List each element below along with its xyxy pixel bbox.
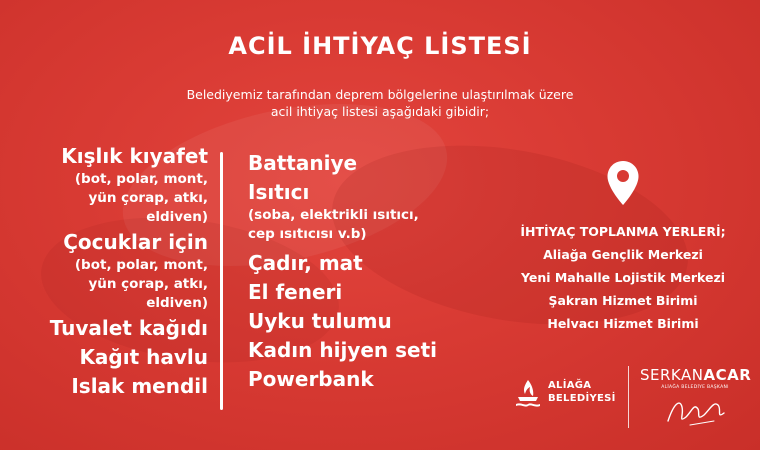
mayor-name bbox=[640, 366, 750, 384]
list-item: Kağıt havlu bbox=[79, 345, 208, 369]
item-detail: eldiven) bbox=[146, 209, 208, 225]
needs-list-left bbox=[14, 143, 208, 402]
logo-divider bbox=[628, 366, 629, 428]
collection-heading: İHTİYAÇ TOPLANMA YERLERİ; bbox=[520, 224, 726, 239]
list-item: El feneri bbox=[248, 280, 343, 304]
item-detail: (bot, polar, mont, bbox=[74, 171, 208, 187]
collection-place: Aliağa Gençlik Merkezi bbox=[543, 247, 703, 262]
mayor-last-name: ACAR bbox=[703, 366, 752, 384]
item-detail: (bot, polar, mont, bbox=[74, 257, 208, 273]
list-item bbox=[14, 229, 208, 313]
poster-title: ACİL İHTİYAÇ LİSTESİ bbox=[228, 32, 532, 60]
municipality-name bbox=[548, 379, 616, 405]
list-item: Battaniye bbox=[248, 151, 358, 175]
list-item: Powerbank bbox=[248, 367, 374, 391]
location-pin-icon bbox=[606, 160, 640, 206]
municipality-logo bbox=[515, 373, 625, 413]
aliaga-emblem-icon bbox=[515, 378, 541, 410]
mayor-first-name: SERKAN bbox=[640, 366, 704, 384]
item-detail: yün çorap, atkı, bbox=[88, 190, 208, 206]
list-item: Tuvalet kağıdı bbox=[49, 316, 208, 340]
list-item: Uyku tulumu bbox=[248, 309, 392, 333]
list-item bbox=[14, 143, 208, 227]
item-label: Kışlık kıyafet bbox=[61, 144, 208, 168]
signature-icon bbox=[660, 393, 730, 429]
column-divider bbox=[220, 152, 223, 410]
list-item: Çadır, mat bbox=[248, 251, 363, 275]
subtitle-line: acil ihtiyaç listesi aşağıdaki gibidir; bbox=[270, 104, 490, 119]
mayor-logo bbox=[640, 366, 750, 436]
collection-place: Helvacı Hizmet Birimi bbox=[547, 316, 699, 331]
list-item: Kadın hijyen seti bbox=[248, 338, 438, 362]
item-detail: cep ısıtıcısı v.b) bbox=[248, 226, 367, 242]
list-item bbox=[248, 179, 498, 244]
subtitle-line: Belediyemiz tarafından deprem bölgelerine ulaştırılmak üzere bbox=[186, 87, 574, 102]
municipality-line: BELEDİYESİ bbox=[548, 393, 616, 404]
poster-subtitle bbox=[0, 86, 760, 120]
collection-place: Şakran Hizmet Birimi bbox=[548, 293, 698, 308]
item-label: Isıtıcı bbox=[248, 180, 310, 204]
item-detail: eldiven) bbox=[146, 295, 208, 311]
item-detail: (soba, elektrikli ısıtıcı, bbox=[248, 207, 419, 223]
item-detail: yün çorap, atkı, bbox=[88, 276, 208, 292]
collection-points bbox=[498, 220, 748, 335]
list-item: Islak mendil bbox=[71, 374, 208, 398]
municipality-line: ALİAĞA bbox=[548, 380, 592, 391]
collection-place: Yeni Mahalle Lojistik Merkezi bbox=[520, 270, 726, 285]
needs-list-middle bbox=[248, 150, 498, 395]
item-label: Çocuklar için bbox=[63, 230, 208, 254]
mayor-caption: ALİAĞA BELEDİYE BAŞKANI bbox=[661, 385, 729, 390]
